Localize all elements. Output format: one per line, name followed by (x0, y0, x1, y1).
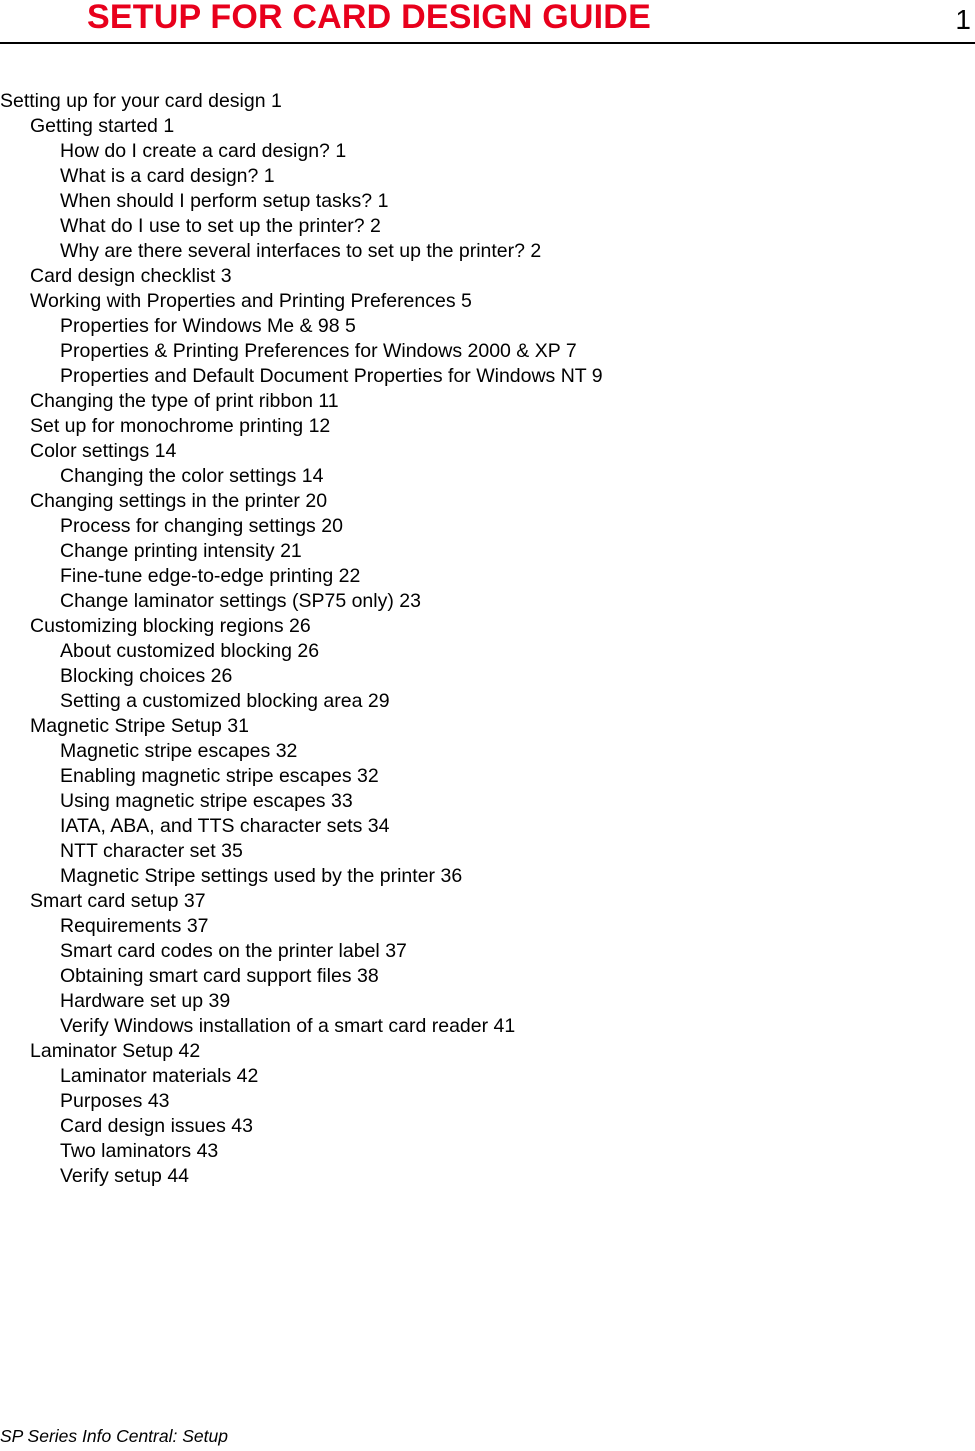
toc-entry-title: Change printing intensity (60, 540, 275, 562)
toc-entry-title: Getting started (30, 115, 158, 137)
toc-entry[interactable] (0, 914, 603, 939)
toc-entry-title: What do I use to set up the printer? (60, 215, 365, 237)
toc-entry[interactable] (0, 1014, 603, 1039)
toc-entry-page: 2 (530, 240, 542, 262)
toc-entry[interactable] (0, 164, 603, 189)
toc-entry-title: NTT character set (60, 840, 216, 862)
toc-entry[interactable] (0, 114, 603, 139)
toc-entry-title: Setting up for your card design (0, 90, 266, 112)
toc-entry-title: Working with Properties and Printing Preferences (30, 290, 456, 312)
toc-entry[interactable] (0, 989, 603, 1014)
page-footer: SP Series Info Central: Setup (0, 1426, 228, 1446)
toc-entry-page: 5 (345, 315, 356, 337)
toc-entry[interactable] (0, 714, 603, 739)
toc-entry[interactable] (0, 1089, 603, 1114)
toc-entry-title: Set up for monochrome printing (30, 415, 304, 437)
toc-entry-page: 37 (385, 940, 407, 962)
toc-entry[interactable] (0, 1114, 603, 1139)
toc-entry-page: 2 (370, 215, 381, 237)
toc-entry-title: Card design issues (60, 1115, 226, 1137)
toc-entry[interactable] (0, 439, 603, 464)
toc-entry-page: 21 (280, 540, 302, 562)
toc-entry[interactable] (0, 89, 603, 114)
toc-entry-title: Purposes (60, 1090, 143, 1112)
toc-entry-title: Why are there several interfaces to set up the printer? (60, 240, 525, 262)
toc-entry-page: 1 (163, 115, 175, 137)
toc-entry-page: 42 (236, 1065, 259, 1087)
toc-entry-page: 7 (565, 340, 577, 362)
toc-entry-title: Smart card codes on the printer label (60, 940, 380, 962)
toc-entry-page: 43 (147, 1090, 170, 1112)
toc-entry[interactable] (0, 739, 603, 764)
toc-entry-page: 32 (275, 740, 298, 762)
toc-entry-page: 34 (367, 815, 390, 837)
toc-entry-page: 36 (440, 865, 463, 887)
toc-entry[interactable] (0, 889, 603, 914)
toc-entry[interactable] (0, 139, 603, 164)
toc-entry-page: 29 (367, 690, 390, 712)
toc-entry-page: 37 (183, 890, 206, 912)
toc-entry[interactable] (0, 339, 603, 364)
toc-entry-page: 1 (377, 190, 389, 212)
toc-entry-title: Hardware set up (60, 990, 204, 1012)
toc-entry[interactable] (0, 864, 603, 889)
toc-entry[interactable] (0, 1064, 603, 1089)
toc-entry-page: 1 (271, 90, 282, 112)
toc-entry-page: 9 (591, 365, 603, 387)
toc-entry[interactable] (0, 414, 603, 439)
toc-entry-title: Obtaining smart card support files (60, 965, 352, 987)
page-header (0, 0, 975, 44)
toc-entry[interactable] (0, 789, 603, 814)
toc-entry[interactable] (0, 289, 603, 314)
toc-entry[interactable] (0, 539, 603, 564)
toc-entry-title: How do I create a card design? (60, 140, 330, 162)
toc-entry-title: Customizing blocking regions (30, 615, 284, 637)
toc-entry-page: 44 (167, 1165, 190, 1187)
toc-entry[interactable] (0, 1164, 603, 1189)
toc-entry-page: 3 (220, 265, 232, 287)
toc-entry[interactable] (0, 664, 603, 689)
toc-entry[interactable] (0, 814, 603, 839)
toc-entry[interactable] (0, 1139, 603, 1164)
toc-entry-title: Properties for Windows Me & 98 (60, 315, 340, 337)
toc-entry-page: 1 (335, 140, 347, 162)
toc-entry[interactable] (0, 689, 603, 714)
toc-entry-page: 33 (330, 790, 353, 812)
toc-entry-page: 39 (208, 990, 231, 1012)
toc-entry-title: Blocking choices (60, 665, 206, 687)
toc-entry-page: 14 (154, 440, 177, 462)
toc-entry-page: 23 (399, 590, 421, 612)
toc-entry-title: Laminator materials (60, 1065, 232, 1087)
toc-entry-page: 14 (301, 465, 324, 487)
toc-entry-page: 12 (308, 415, 331, 437)
toc-entry[interactable] (0, 839, 603, 864)
toc-entry-page: 43 (231, 1115, 253, 1137)
toc-entry-title: Changing the color settings (60, 465, 297, 487)
toc-entry-title: Card design checklist (30, 265, 216, 287)
toc-entry-title: About customized blocking (60, 640, 292, 662)
page-number: 1 (955, 4, 971, 35)
toc-entry-title: Properties & Printing Preferences for Windows 2000 & XP (60, 340, 561, 362)
toc-entry[interactable] (0, 564, 603, 589)
toc-entry[interactable] (0, 314, 603, 339)
toc-entry-title: Properties and Default Document Properties for Windows NT (60, 365, 587, 387)
toc-entry-title: Magnetic stripe escapes (60, 740, 271, 762)
toc-entry-title: Changing settings in the printer (30, 490, 300, 512)
toc-entry-page: 26 (297, 640, 320, 662)
toc-entry-page: 32 (357, 765, 379, 787)
toc-entry-title: Verify setup (60, 1165, 162, 1187)
toc-entry[interactable] (0, 264, 603, 289)
toc-entry-title: Magnetic Stripe Setup (30, 715, 222, 737)
toc-entry-page: 26 (289, 615, 311, 637)
toc-entry-page: 35 (221, 840, 243, 862)
toc-entry-title: Laminator Setup (30, 1040, 174, 1062)
toc-entry-page: 43 (196, 1140, 219, 1162)
document-title: SETUP FOR CARD DESIGN GUIDE (87, 0, 651, 36)
toc-entry-title: Verify Windows installation of a smart card reader (60, 1015, 489, 1037)
toc-entry-title: Change laminator settings (SP75 only) (60, 590, 394, 612)
toc-entry-page: 22 (338, 565, 361, 587)
toc-entry[interactable] (0, 214, 603, 239)
toc-entry-page: 26 (210, 665, 233, 687)
toc-entry-page: 20 (305, 490, 328, 512)
toc-entry-page: 5 (461, 290, 472, 312)
toc-entry-page: 11 (318, 390, 339, 412)
toc-entry[interactable] (0, 364, 603, 389)
toc-entry-page: 1 (263, 165, 275, 187)
toc-entry-title: What is a card design? (60, 165, 259, 187)
toc-entry[interactable] (0, 964, 603, 989)
toc-entry[interactable] (0, 239, 603, 264)
toc-entry-title: Magnetic Stripe settings used by the printer (60, 865, 436, 887)
toc-entry-title: Setting a customized blocking area (60, 690, 363, 712)
toc-entry[interactable] (0, 489, 603, 514)
toc-entry-title: Requirements (60, 915, 182, 937)
toc-entry-page: 38 (356, 965, 379, 987)
toc-entry[interactable] (0, 639, 603, 664)
toc-entry-title: Changing the type of print ribbon (30, 390, 313, 412)
toc-entry-title: Fine-tune edge-to-edge printing (60, 565, 334, 587)
toc-entry[interactable] (0, 939, 603, 964)
toc-entry-page: 31 (227, 715, 249, 737)
toc-entry[interactable] (0, 614, 603, 639)
toc-entry-title: When should I perform setup tasks? (60, 190, 373, 212)
toc-entry-page: 37 (186, 915, 209, 937)
toc-entry-title: Two laminators (60, 1140, 192, 1162)
toc-entry-page: 42 (178, 1040, 201, 1062)
toc-entry-title: Enabling magnetic stripe escapes (60, 765, 352, 787)
table-of-contents (0, 89, 603, 1189)
toc-entry[interactable] (0, 514, 603, 539)
toc-entry-page: 20 (321, 515, 343, 537)
toc-entry[interactable] (0, 764, 603, 789)
toc-entry[interactable] (0, 1039, 603, 1064)
toc-entry-title: Smart card setup (30, 890, 179, 912)
toc-entry[interactable] (0, 189, 603, 214)
toc-entry-title: IATA, ABA, and TTS character sets (60, 815, 363, 837)
toc-entry[interactable] (0, 589, 603, 614)
toc-entry-page: 41 (493, 1015, 516, 1037)
toc-entry[interactable] (0, 464, 603, 489)
toc-entry-title: Color settings (30, 440, 150, 462)
toc-entry-title: Using magnetic stripe escapes (60, 790, 326, 812)
toc-entry-title: Process for changing settings (60, 515, 316, 537)
toc-entry[interactable] (0, 389, 603, 414)
